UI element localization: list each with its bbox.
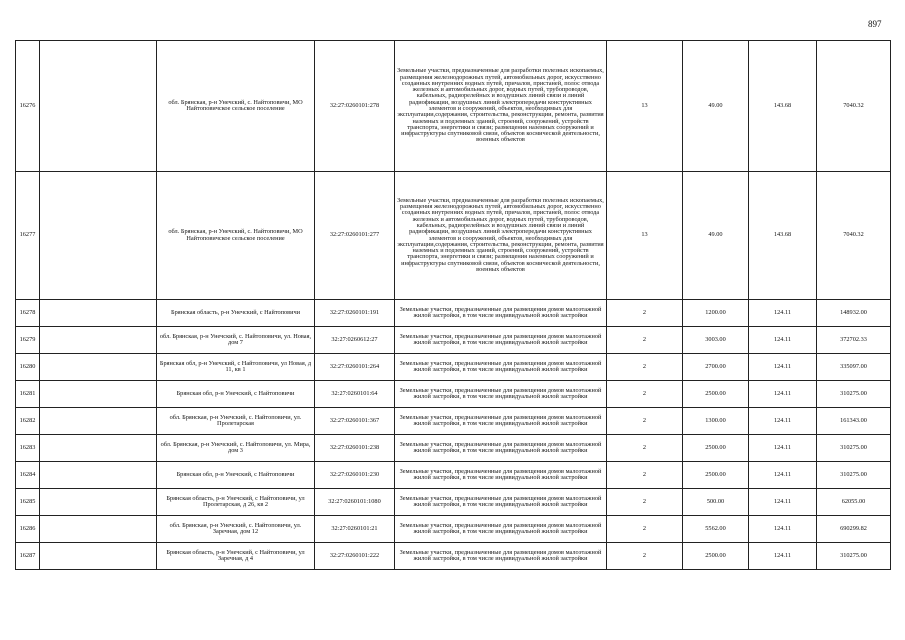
empty-cell (40, 327, 157, 354)
purpose-code-cell: 2 (607, 543, 683, 570)
cadastral-value-table (15, 40, 891, 570)
row-number-cell: 16279 (16, 327, 40, 354)
cadastral-value-cell: 690299.82 (817, 516, 891, 543)
specific-value-cell: 124.11 (749, 462, 817, 489)
row-number-cell: 16282 (16, 408, 40, 435)
table-row (16, 489, 891, 516)
specific-value-cell: 124.11 (749, 543, 817, 570)
address-cell: Брянская область, р-н Унечский, с Найтоповичи (157, 300, 315, 327)
land-purpose-cell: Земельные участки, предназначенные для размещения домов малоэтажной жилой застройки, в том числе индивидуальной жилой застройки (395, 381, 607, 408)
empty-cell (40, 435, 157, 462)
cadastral-number-cell: 32:27:0260101:222 (315, 543, 395, 570)
cadastral-value-cell: 7040.32 (817, 41, 891, 172)
row-number-cell: 16277 (16, 172, 40, 300)
specific-value-cell: 124.11 (749, 489, 817, 516)
address-cell: обл. Брянская, р-н Унечский, с. Найтоповичи, ул. Пролетарская (157, 408, 315, 435)
purpose-code-cell: 2 (607, 354, 683, 381)
land-purpose-cell: Земельные участки, предназначенные для разработки полезных ископаемых, размещения железнодорожных путей, автомобильных дорог, искусственно созданных внутренних водных путей, причалов, пристаней, полос отвода железных и автомобильных дорог, водных путей, трубопроводов, кабельных, радиорелейных и воздушных линий связи и линий радиофикации, воздушных линий электропередачи конструктивных элементов и сооружений, объектов, необходимых для эксплуатации,содержания, строительства, реконструкции, ремонта, развития наземных и подземных зданий, строений, сооружений, устройств транспорта, энергетики и связи; размещения наземных сооружений и инфраструктуры спутниковой связи, объектов космической деятельности, военных объектов (395, 172, 607, 300)
purpose-code-cell: 2 (607, 435, 683, 462)
empty-cell (40, 300, 157, 327)
purpose-code-cell: 2 (607, 462, 683, 489)
table-row (16, 300, 891, 327)
address-cell: обл. Брянская, р-н Унечский, с. Найтоповичи, ул. Заречная, дом 12 (157, 516, 315, 543)
area-cell: 2500.00 (683, 381, 749, 408)
purpose-code-cell: 13 (607, 41, 683, 172)
row-number-cell: 16285 (16, 489, 40, 516)
cadastral-number-cell: 32:27:0260101:230 (315, 462, 395, 489)
address-cell: обл. Брянская, р-н Унечский, с. Найтоповичи, ул. Мира, дом 3 (157, 435, 315, 462)
purpose-code-cell: 2 (607, 489, 683, 516)
table-row (16, 327, 891, 354)
row-number-cell: 16286 (16, 516, 40, 543)
cadastral-value-cell: 7040.32 (817, 172, 891, 300)
cadastral-value-cell: 310275.00 (817, 462, 891, 489)
land-purpose-cell: Земельные участки, предназначенные для размещения домов малоэтажной жилой застройки, в том числе индивидуальной жилой застройки (395, 327, 607, 354)
cadastral-number-cell: 32:27:0260101:238 (315, 435, 395, 462)
empty-cell (40, 516, 157, 543)
table-row (16, 172, 891, 300)
row-number-cell: 16287 (16, 543, 40, 570)
specific-value-cell: 124.11 (749, 327, 817, 354)
land-purpose-cell: Земельные участки, предназначенные для размещения домов малоэтажной жилой застройки, в том числе индивидуальной жилой застройки (395, 354, 607, 381)
page-number: 897 (868, 19, 882, 29)
address-cell: Брянская область, р-н Унечский, с Найтоповичи, ул Пролетарская, д 26, кв 2 (157, 489, 315, 516)
address-cell: обл. Брянская, р-н Унечский, с. Найтоповичи, ул. Новая, дом 7 (157, 327, 315, 354)
cadastral-number-cell: 32:27:0260101:21 (315, 516, 395, 543)
table-row (16, 516, 891, 543)
cadastral-number-cell: 32:27:0260101:264 (315, 354, 395, 381)
cadastral-value-cell: 310275.00 (817, 381, 891, 408)
area-cell: 1300.00 (683, 408, 749, 435)
row-number-cell: 16280 (16, 354, 40, 381)
cadastral-value-cell: 62055.00 (817, 489, 891, 516)
purpose-code-cell: 2 (607, 381, 683, 408)
empty-cell (40, 381, 157, 408)
cadastral-number-cell: 32:27:0260101:64 (315, 381, 395, 408)
table-row (16, 408, 891, 435)
address-cell: Брянская обл, р-н Унечский, с Найтоповичи (157, 381, 315, 408)
address-cell: Брянская область, р-н Унечский, с Найтоповичи, ул Заречная, д 4 (157, 543, 315, 570)
cadastral-value-cell: 310275.00 (817, 543, 891, 570)
land-purpose-cell: Земельные участки, предназначенные для размещения домов малоэтажной жилой застройки, в том числе индивидуальной жилой застройки (395, 543, 607, 570)
cadastral-number-cell: 32:27:0260101:191 (315, 300, 395, 327)
address-cell: Брянская обл, р-н Унечский, с Найтоповичи, ул Новая, д 11, кв 1 (157, 354, 315, 381)
row-number-cell: 16283 (16, 435, 40, 462)
land-purpose-cell: Земельные участки, предназначенные для размещения домов малоэтажной жилой застройки, в том числе индивидуальной жилой застройки (395, 516, 607, 543)
area-cell: 2500.00 (683, 435, 749, 462)
cadastral-number-cell: 32:27:0260101:277 (315, 172, 395, 300)
empty-cell (40, 172, 157, 300)
cadastral-number-cell: 32:27:0260612:27 (315, 327, 395, 354)
empty-cell (40, 41, 157, 172)
area-cell: 2500.00 (683, 462, 749, 489)
area-cell: 2700.00 (683, 354, 749, 381)
empty-cell (40, 354, 157, 381)
specific-value-cell: 143.68 (749, 41, 817, 172)
row-number-cell: 16281 (16, 381, 40, 408)
empty-cell (40, 408, 157, 435)
area-cell: 2500.00 (683, 543, 749, 570)
cadastral-value-cell: 148932.00 (817, 300, 891, 327)
specific-value-cell: 124.11 (749, 408, 817, 435)
address-cell: обл. Брянская, р-н Унечский, с. Найтоповичи, МО Найтоповичское сельское поселение (157, 41, 315, 172)
area-cell: 5562.00 (683, 516, 749, 543)
cadastral-number-cell: 32:27:0260101:1080 (315, 489, 395, 516)
area-cell: 49.00 (683, 172, 749, 300)
land-purpose-cell: Земельные участки, предназначенные для размещения домов малоэтажной жилой застройки, в том числе индивидуальной жилой застройки (395, 408, 607, 435)
row-number-cell: 16278 (16, 300, 40, 327)
row-number-cell: 16276 (16, 41, 40, 172)
address-cell: Брянская обл, р-н Унечский, с Найтоповичи (157, 462, 315, 489)
cadastral-value-cell: 310275.00 (817, 435, 891, 462)
empty-cell (40, 462, 157, 489)
area-cell: 500.00 (683, 489, 749, 516)
purpose-code-cell: 2 (607, 516, 683, 543)
specific-value-cell: 143.68 (749, 172, 817, 300)
table-row (16, 543, 891, 570)
specific-value-cell: 124.11 (749, 516, 817, 543)
purpose-code-cell: 13 (607, 172, 683, 300)
purpose-code-cell: 2 (607, 327, 683, 354)
empty-cell (40, 543, 157, 570)
cadastral-value-cell: 161343.00 (817, 408, 891, 435)
row-number-cell: 16284 (16, 462, 40, 489)
table-row (16, 354, 891, 381)
address-cell: обл. Брянская, р-н Унечский, с. Найтоповичи, МО Найтоповичское сельское поселение (157, 172, 315, 300)
specific-value-cell: 124.11 (749, 381, 817, 408)
land-purpose-cell: Земельные участки, предназначенные для размещения домов малоэтажной жилой застройки, в том числе индивидуальной жилой застройки (395, 300, 607, 327)
cadastral-value-cell: 372702.33 (817, 327, 891, 354)
specific-value-cell: 124.11 (749, 354, 817, 381)
table-row (16, 435, 891, 462)
purpose-code-cell: 2 (607, 300, 683, 327)
table-row (16, 381, 891, 408)
land-purpose-cell: Земельные участки, предназначенные для размещения домов малоэтажной жилой застройки, в том числе индивидуальной жилой застройки (395, 435, 607, 462)
area-cell: 1200.00 (683, 300, 749, 327)
land-purpose-cell: Земельные участки, предназначенные для разработки полезных ископаемых, размещения железнодорожных путей, автомобильных дорог, искусственно созданных внутренних водных путей, причалов, пристаней, полос отвода железных и автомобильных дорог, водных путей, трубопроводов, кабельных, радиорелейных и воздушных линий связи и линий радиофикации, воздушных линий электропередачи конструктивных элементов и сооружений, объектов, необходимых для эксплуатации,содержания, строительства, реконструкции, ремонта, развития наземных и подземных зданий, строений, сооружений, устройств транспорта, энергетики и связи; размещения наземных сооружений и инфраструктуры спутниковой связи, объектов космической деятельности, военных объектов (395, 41, 607, 172)
purpose-code-cell: 2 (607, 408, 683, 435)
specific-value-cell: 124.11 (749, 300, 817, 327)
area-cell: 49.00 (683, 41, 749, 172)
empty-cell (40, 489, 157, 516)
cadastral-number-cell: 32:27:0260101:367 (315, 408, 395, 435)
table-body (16, 41, 891, 570)
specific-value-cell: 124.11 (749, 435, 817, 462)
land-purpose-cell: Земельные участки, предназначенные для размещения домов малоэтажной жилой застройки, в том числе индивидуальной жилой застройки (395, 489, 607, 516)
cadastral-value-cell: 335097.00 (817, 354, 891, 381)
area-cell: 3003.00 (683, 327, 749, 354)
table-row (16, 41, 891, 172)
cadastral-number-cell: 32:27:0260101:278 (315, 41, 395, 172)
land-purpose-cell: Земельные участки, предназначенные для размещения домов малоэтажной жилой застройки, в том числе индивидуальной жилой застройки (395, 462, 607, 489)
table-row (16, 462, 891, 489)
